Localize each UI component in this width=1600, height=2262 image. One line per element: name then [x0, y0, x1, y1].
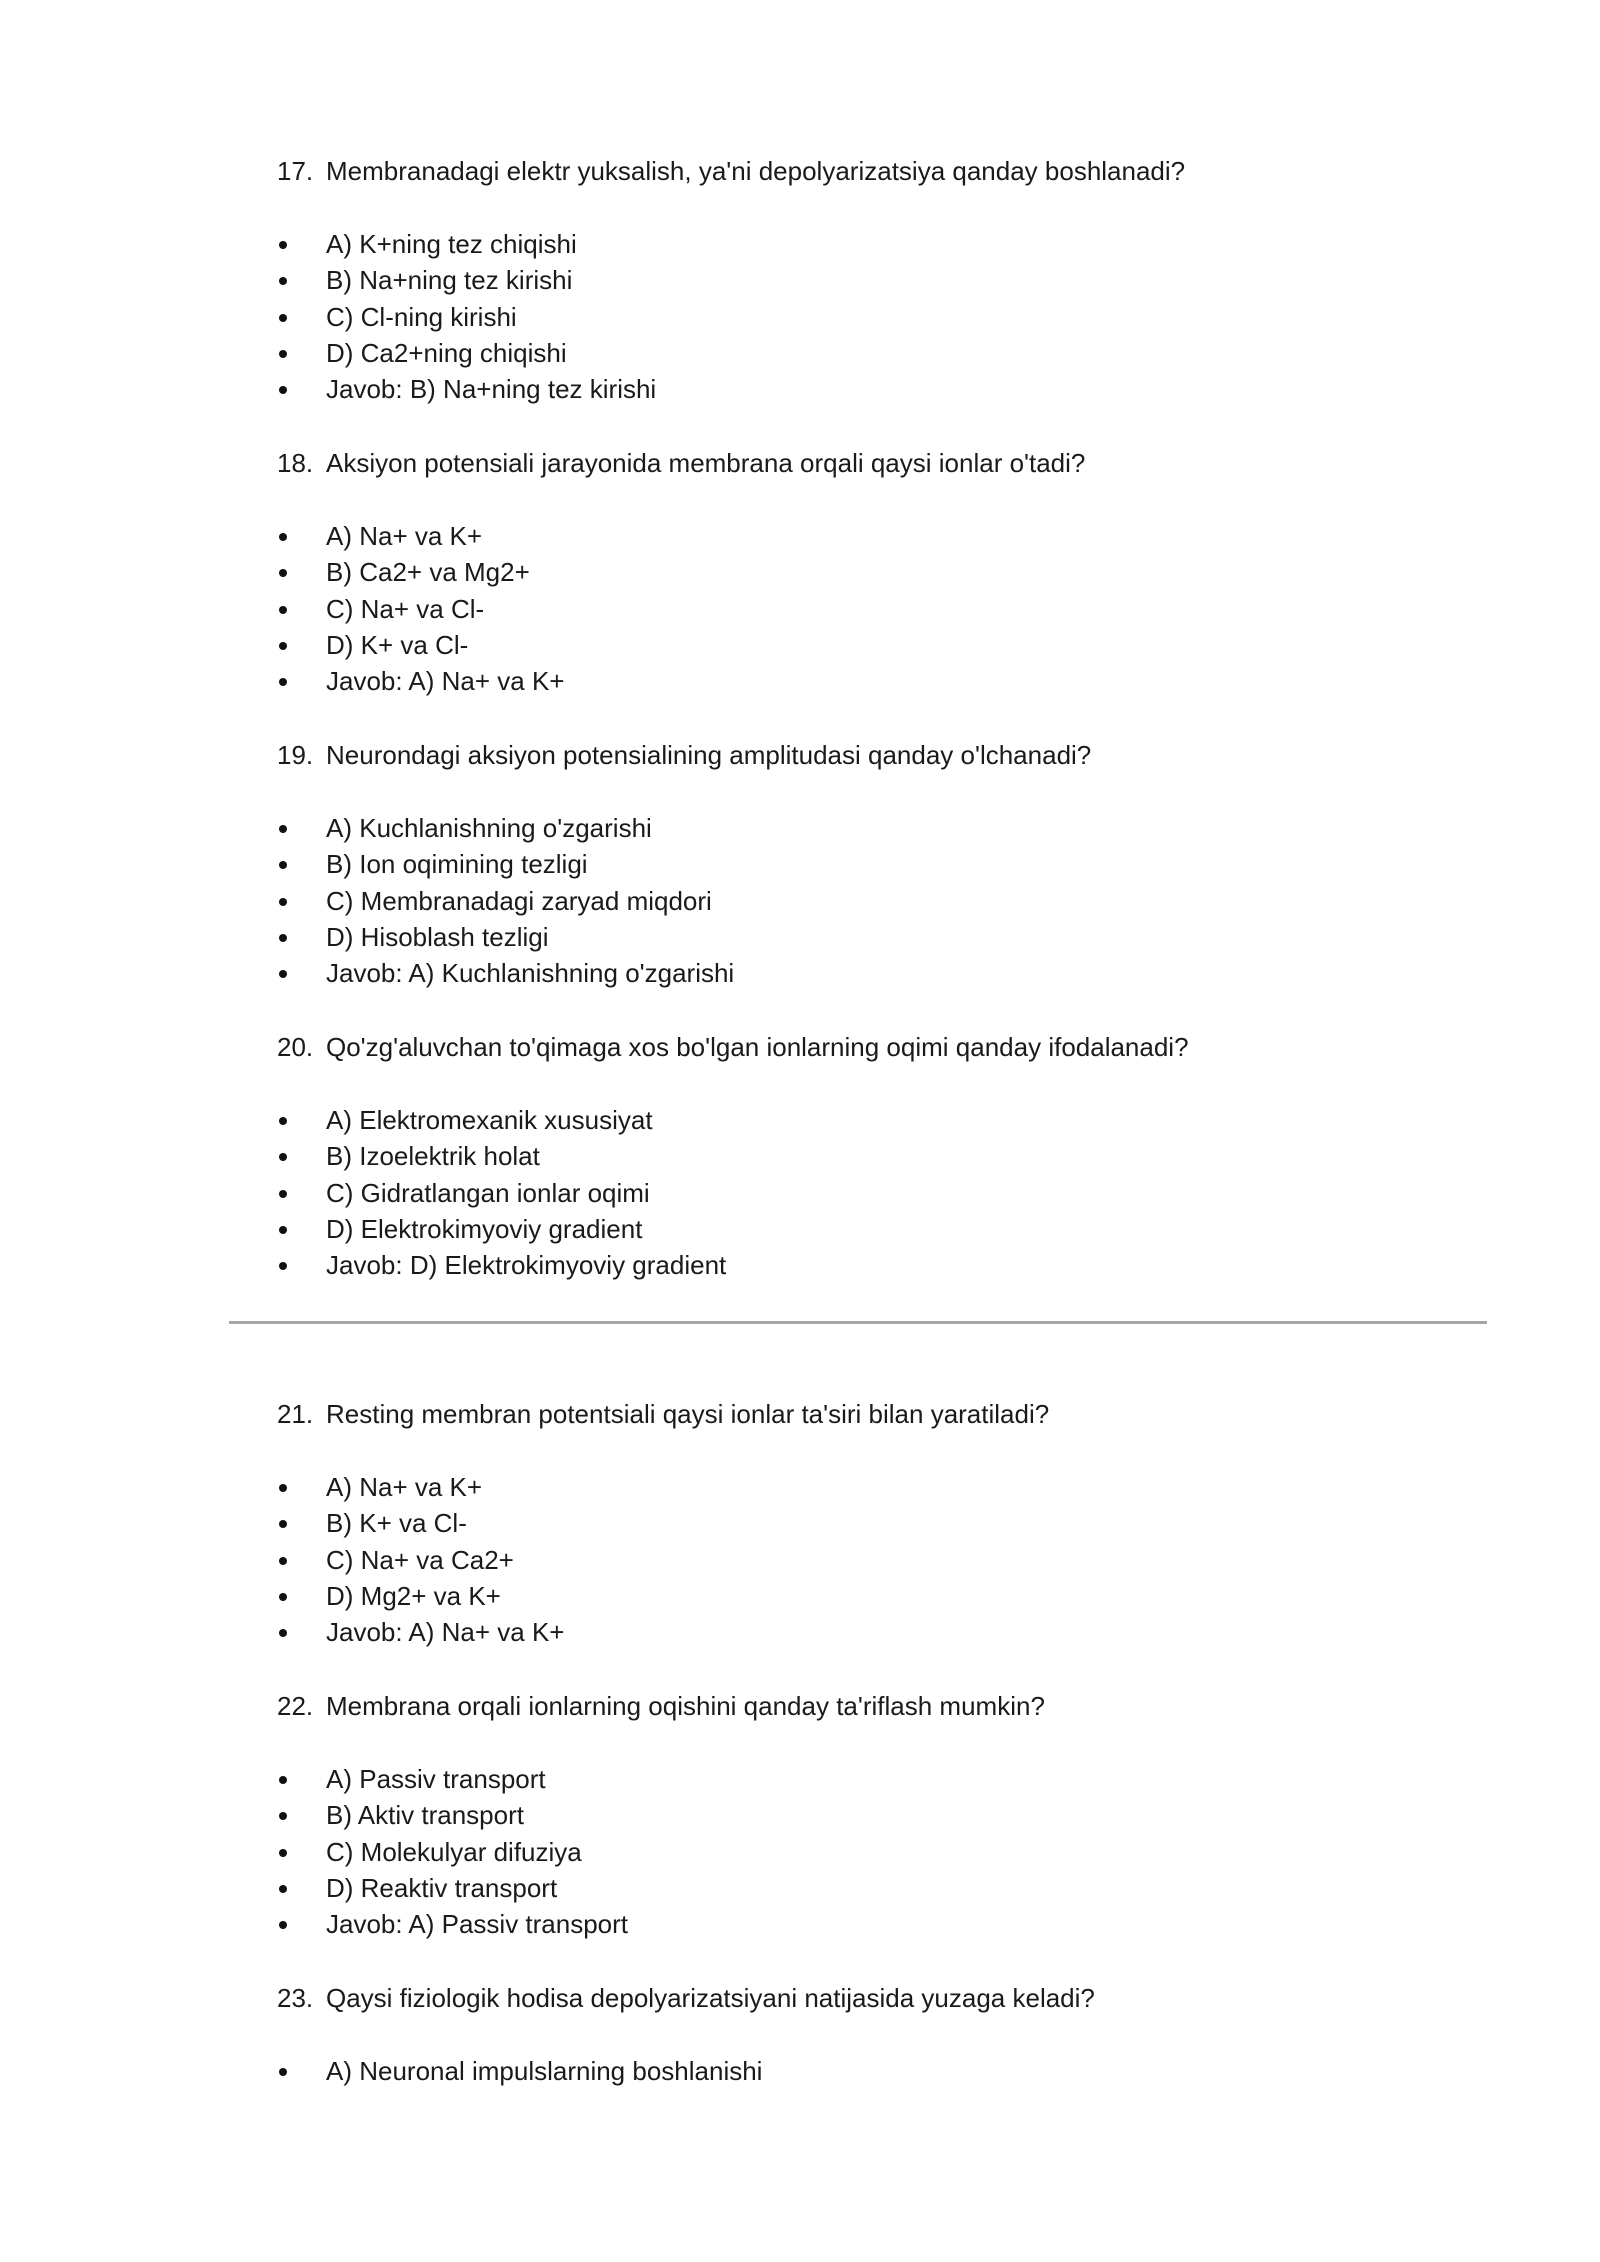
answer-option	[277, 1138, 1477, 1174]
question-block	[277, 445, 1477, 699]
answer-option	[277, 1469, 1477, 1505]
bullet-icon	[277, 2053, 326, 2089]
answer-list	[277, 2053, 1477, 2089]
question-text	[277, 445, 1477, 481]
answer-option	[277, 1834, 1477, 1870]
question-text	[277, 1029, 1477, 1065]
bullet-icon	[277, 1211, 326, 1247]
question-text	[277, 737, 1477, 773]
option-text: A) Passiv transport	[326, 1764, 546, 1794]
bullet-icon	[277, 1578, 326, 1614]
bullet-icon	[277, 663, 326, 699]
answer-list	[277, 1102, 1477, 1283]
question-block	[277, 1688, 1477, 1942]
option-text: A) Neuronal impulslarning boshlanishi	[326, 2056, 763, 2086]
bullet-icon	[277, 1906, 326, 1942]
option-text: C) Gidratlangan ionlar oqimi	[326, 1177, 650, 1208]
answer-option	[277, 591, 1477, 627]
bullet-icon	[277, 591, 326, 627]
answer-list	[277, 226, 1477, 407]
option-text: C) Na+ va Cl-	[326, 593, 485, 624]
answer-key	[277, 1614, 1477, 1650]
bullet-icon	[277, 1542, 326, 1578]
bullet-icon	[277, 955, 326, 991]
question-label: Membranadagi elektr yuksalish, ya'ni depolyarizatsiya qanday boshlanadi?	[326, 156, 1186, 186]
question-number: 23.	[277, 1983, 314, 2013]
question-block	[277, 737, 1477, 991]
answer-option	[277, 1578, 1477, 1614]
option-text: D) Hisoblash tezligi	[326, 921, 549, 952]
answer-option	[277, 1870, 1477, 1906]
answer-option	[277, 262, 1477, 298]
answer-option	[277, 1175, 1477, 1211]
question-block	[277, 1029, 1477, 1283]
answer-option	[277, 1102, 1477, 1138]
answer-option	[277, 1542, 1477, 1578]
answer-list	[277, 518, 1477, 699]
bullet-icon	[277, 1505, 326, 1541]
answer-option	[277, 846, 1477, 882]
answer-option	[277, 226, 1477, 262]
question-number: 21.	[277, 1399, 314, 1429]
answer-option	[277, 883, 1477, 919]
bullet-icon	[277, 299, 326, 335]
bullet-icon	[277, 335, 326, 371]
answer-option	[277, 554, 1477, 590]
bullet-icon	[277, 1834, 326, 1870]
bullet-icon	[277, 1469, 326, 1505]
bullet-icon	[277, 810, 326, 846]
question-block	[277, 1980, 1477, 2089]
bullet-icon	[277, 262, 326, 298]
question-label: Qo'zg'aluvchan to'qimaga xos bo'lgan ionlarning oqimi qanday ifodalanadi?	[326, 1032, 1189, 1062]
question-text	[277, 1396, 1477, 1432]
bullet-icon	[277, 1102, 326, 1138]
answer-key	[277, 955, 1477, 991]
option-text: A) Na+ va K+	[326, 521, 483, 551]
option-text: D) Reaktiv transport	[326, 1872, 558, 1903]
answer-option	[277, 627, 1477, 663]
option-text: B) K+ va Cl-	[326, 1508, 467, 1539]
answer-option	[277, 1211, 1477, 1247]
answer-list	[277, 810, 1477, 991]
option-text: D) Ca2+ning chiqishi	[326, 337, 567, 368]
question-block	[277, 153, 1477, 407]
answer-key	[277, 1906, 1477, 1942]
question-label: Membrana orqali ionlarning oqishini qanday ta'riflash mumkin?	[326, 1691, 1045, 1721]
bullet-icon	[277, 1175, 326, 1211]
answer-list	[277, 1469, 1477, 1650]
option-text: A) Na+ va K+	[326, 1472, 483, 1502]
question-block	[277, 1396, 1477, 1650]
question-label: Qaysi fiziologik hodisa depolyarizatsiyani natijasida yuzaga keladi?	[326, 1983, 1095, 2013]
bullet-icon	[277, 846, 326, 882]
option-text: D) K+ va Cl-	[326, 629, 469, 660]
option-text: D) Elektrokimyoviy gradient	[326, 1213, 643, 1244]
option-text: A) Elektromexanik xususiyat	[326, 1105, 653, 1135]
bullet-icon	[277, 1247, 326, 1283]
option-text: Javob: A) Passiv transport	[326, 1909, 629, 1940]
option-text: C) Membranadagi zaryad miqdori	[326, 885, 712, 916]
bullet-icon	[277, 627, 326, 663]
bullet-icon	[277, 1870, 326, 1906]
question-label: Neurondagi aksiyon potensialining amplitudasi qanday o'lchanadi?	[326, 740, 1092, 770]
answer-key	[277, 1247, 1477, 1283]
bullet-icon	[277, 1797, 326, 1833]
option-text: B) Ion oqimining tezligi	[326, 849, 588, 880]
answer-option	[277, 299, 1477, 335]
bullet-icon	[277, 371, 326, 407]
option-text: Javob: A) Kuchlanishning o'zgarishi	[326, 958, 735, 989]
option-text: C) Na+ va Ca2+	[326, 1544, 514, 1575]
question-text	[277, 153, 1477, 189]
answer-option	[277, 335, 1477, 371]
question-number: 17.	[277, 156, 314, 186]
option-text: B) Ca2+ va Mg2+	[326, 557, 530, 588]
answer-key	[277, 371, 1477, 407]
option-text: A) Kuchlanishning o'zgarishi	[326, 813, 652, 843]
bullet-icon	[277, 554, 326, 590]
bullet-icon	[277, 1138, 326, 1174]
answer-option	[277, 2053, 1477, 2089]
question-number: 19.	[277, 740, 314, 770]
bullet-icon	[277, 518, 326, 554]
answer-option	[277, 518, 1477, 554]
option-text: A) K+ning tez chiqishi	[326, 229, 577, 259]
option-text: Javob: A) Na+ va K+	[326, 666, 565, 697]
answer-option	[277, 1505, 1477, 1541]
question-text	[277, 1980, 1477, 2016]
option-text: D) Mg2+ va K+	[326, 1580, 501, 1611]
option-text: C) Molekulyar difuziya	[326, 1836, 582, 1867]
bullet-icon	[277, 883, 326, 919]
answer-list	[277, 1761, 1477, 1942]
option-text: C) Cl-ning kirishi	[326, 301, 517, 332]
option-text: Javob: B) Na+ning tez kirishi	[326, 374, 657, 405]
bullet-icon	[277, 1761, 326, 1797]
option-text: B) Aktiv transport	[326, 1800, 524, 1831]
answer-key	[277, 663, 1477, 699]
question-text	[277, 1688, 1477, 1724]
bullet-icon	[277, 919, 326, 955]
option-text: Javob: A) Na+ va K+	[326, 1617, 565, 1648]
option-text: B) Na+ning tez kirishi	[326, 265, 573, 296]
question-number: 20.	[277, 1032, 314, 1062]
bullet-icon	[277, 226, 326, 262]
answer-option	[277, 1797, 1477, 1833]
question-number: 18.	[277, 448, 314, 478]
answer-option	[277, 919, 1477, 955]
bullet-icon	[277, 1614, 326, 1650]
page-break-divider	[229, 1321, 1487, 1324]
answer-option	[277, 1761, 1477, 1797]
option-text: B) Izoelektrik holat	[326, 1141, 540, 1172]
question-label: Resting membran potentsiali qaysi ionlar ta'siri bilan yaratiladi?	[326, 1399, 1050, 1429]
question-number: 22.	[277, 1691, 314, 1721]
answer-option	[277, 810, 1477, 846]
option-text: Javob: D) Elektrokimyoviy gradient	[326, 1250, 727, 1281]
question-label: Aksiyon potensiali jarayonida membrana orqali qaysi ionlar o'tadi?	[326, 448, 1086, 478]
